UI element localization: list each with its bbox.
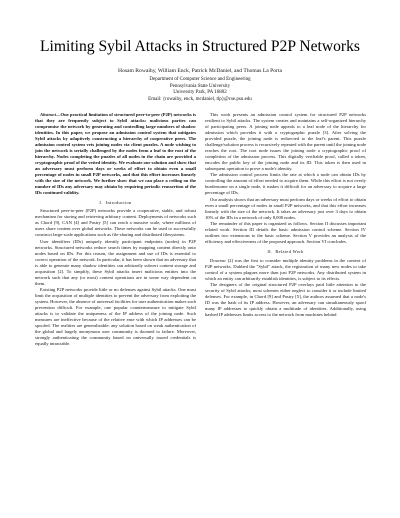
section-title: Introduction xyxy=(105,199,132,205)
section-title: Related Work xyxy=(275,248,304,254)
paper-title: Limiting Sybil Attacks in Structured P2P Networks xyxy=(40,38,360,55)
intro-paragraph: The remainder of this paper is organized as follows. Section II discusses important related work. Section III details the basic admission control scheme. Section IV outlines two extensions to the basic scheme. Section V provides an analysis of the efficiency and effectiveness of the proposed approach. Section VI concludes. xyxy=(205,221,366,245)
right-column xyxy=(205,112,366,318)
left-column xyxy=(35,112,196,347)
section-heading-related-work xyxy=(205,249,366,255)
intro-paragraph: This work presents an admission control system for structured P2P networks resilient to Sybil attacks. The system creates and maintains a self-organized hierarchy of participating peers. A joining node appeals to a leaf node of the hierarchy for admission which provides it with a cryptographic puzzle [3]. After solving the provided puzzle, the joining node is redirected to the leaf's parent. This puzzle challenge/solution process is recursively repeated with the parent until the joining node reaches the root. The root node issues the joining node a cryptographic proof of completion of the admission process. This digitally verifiable proof, called a token, encodes the public key of the joining node and its ID. This token is then used in subsequent operation to prove a node's identity. xyxy=(205,112,366,171)
section-number: I. xyxy=(99,199,103,205)
section-number: II. xyxy=(267,248,273,254)
affiliation-address: University Park, PA 16802 xyxy=(173,90,227,96)
abstract-text: —One practical limitation of structured peer-to-peer (P2P) networks is that they are frequently subject to Sybil attacks: malicious parties can compromise the network by generating and controlling large numbers of shadow identities. In this paper, we propose an admission control system that mitigates Sybil attacks by adaptively constructing a hierarchy of cooperative peers. The admission control system vets joining nodes via client puzzles. A node wishing to join the network is serially challenged by the nodes from a leaf to the root of the hierarchy. Nodes completing the puzzles of all nodes in the chain are provided a cryptographic proof of the vetted identity. We evaluate our solution and show that an adversary must perform days or weeks of effort to obtain even a small percentage of nodes in small P2P networks, and that this effort increases linearly with the size of the network. We further show that we can place a ceiling on the number of IDs any adversary may obtain by requiring periodic reassertion of the IDs continued validity. xyxy=(35,112,196,195)
author-list: Hosam Rowaihy, William Enck, Patrick McDaniel, and Thomas La Porta xyxy=(118,68,282,74)
section-heading-introduction xyxy=(35,200,196,206)
intro-paragraph: The admission control process limits the rate at which a node can obtain IDs by controlling the amount of effort needed to acquire them. While this effort is not overly burdensome on a single node, it makes it difficult for an adversary to acquire a large percentage of IDs. xyxy=(205,172,366,196)
related-work-paragraph: Douceur [2] was the first to consider multiple identity problems in the context of P2P networks. Dubbed the "Sybil" attack, the registration of many new nodes to take control of a system plagues more than just P2P networks. Any distributed system in which an entity can arbitrarily establish identities, is subject to its effects. xyxy=(205,257,366,281)
abstract xyxy=(35,112,196,196)
affiliation-block xyxy=(0,77,400,103)
intro-paragraph: User identifiers (IDs) uniquely identify participant endpoints (nodes) in P2P networks. Structured networks reduce search times by mapping content directly onto nodes based on IDs. For this reason, the assignment and use of IDs is essential to correct operation of the network. In particular, it has been shown that an adversary that is able to generate many shadow identities can arbitrarily subvert content storage and acquisition [2]. To simplify, these Sybil attacks insert malicious entities into the network such that any (or most) content operations are in some way dependent on them. xyxy=(35,238,196,286)
intro-paragraph: Our analysis shows that an adversary must perform days or weeks of effort to obtain even a small percentage of nodes in small P2P networks, and that this effort increases linearly with the size of the network. It takes an adversary just over 3 days to obtain 10% of the IDs in a network of only 8,000 nodes. xyxy=(205,196,366,220)
affiliation-email: Email: {rowaihy, enck, mcdaniel, tlp}@cse.psu.edu xyxy=(148,96,252,102)
affiliation-university: Pennsylvania State University xyxy=(169,83,231,89)
abstract-label: Abstract xyxy=(40,112,56,117)
intro-paragraph: Existing P2P networks provide little or no defenses against Sybil attacks. One must limit the acquisition of multiple identities to prevent the adversary from exploiting the system. However, the absence of universal facilities for user authentication makes such prevention difficult. For example, one popular countermeasure to mitigate Sybil attacks is to validate the uniqueness of the IP address of the joining node. Such measures are ineffective because of the relative ease with which IP addresses can be spoofed. The realities are generalizable: any solution based on weak authentication of the global and largely anonymous user community is doomed to failure. Moreover, strongly authenticating the community based on universally issued credentials is equally intractable. xyxy=(35,287,196,347)
affiliation-department: Department of Computer Science and Engineering xyxy=(149,77,251,82)
intro-paragraph: Structured peer-to-peer (P2P) networks provide a cooperative, stable, and robust mechanism for storing and retrieving arbitrary content. Deployments of networks such as Chord [9], CAN [4] and Pastry [5] can reach a massive scale, where millions of users share content over global networks. These networks can be used to successfully construct large-scale applications such as file-sharing and distributed filesystems. xyxy=(35,208,196,238)
related-work-paragraph: The designers of the original structured P2P overlays paid little attention to the security of Sybil attacks; most schemes either neglect to consider it or include limited defenses. For example, in Chord [9] and Pastry [5], the authors assumed that a node's ID was the hash of its IP address. However, an adversary can simultaneously spoof many IP addresses to quickly obtain a multitude of identities. Additionally, using hashed IP addresses limits access to the network from machines behind xyxy=(205,281,366,317)
